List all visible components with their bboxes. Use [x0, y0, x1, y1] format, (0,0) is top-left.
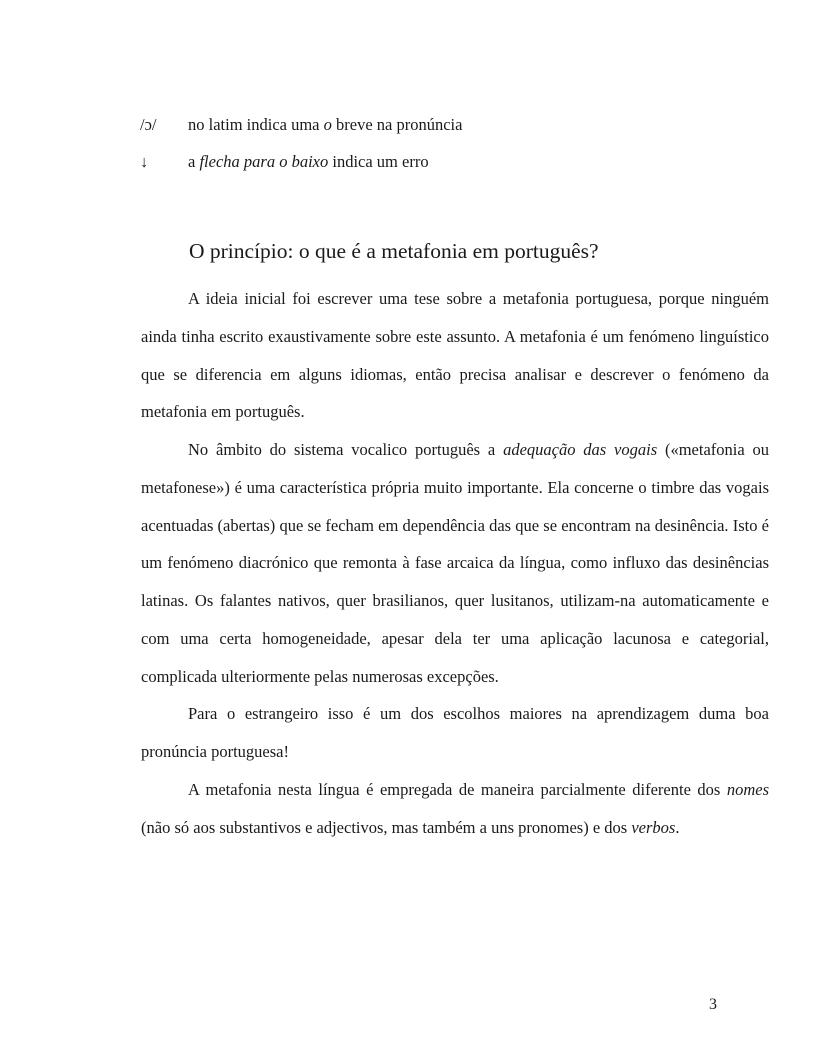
paragraph-text: (não só aos substantivos e adjectivos, mas também a uns pronomes) e dos	[141, 817, 632, 837]
paragraph-text: A metafonia nesta língua é empregada de maneira parcialmente diferente dos	[188, 779, 727, 799]
paragraph-emphasis: nomes	[726, 779, 769, 799]
legend-emphasis: flecha para o baixo	[199, 152, 329, 171]
paragraph-text: No âmbito do sistema vocalico português a	[188, 440, 504, 459]
paragraph	[141, 771, 769, 847]
legend-text: breve na pronúncia	[331, 115, 463, 134]
legend-description	[188, 115, 462, 135]
page-number: 3	[709, 996, 717, 1013]
paragraph: Para o estrangeiro isso é um dos escolhos maiores na aprendizagem duma boa pronúncia portuguesa!	[141, 704, 769, 761]
legend-text: a	[188, 152, 200, 171]
paragraph-emphasis: verbos	[631, 817, 676, 837]
phonetic-symbol: /ɔ/	[140, 115, 157, 134]
legend-text: indica um erro	[328, 152, 429, 171]
paragraph: A ideia inicial foi escrever uma tese sobre a metafonia portuguesa, porque ninguém ainda tinha escrito exaustivamente sobre este assunto. A metafonia é um fenómeno linguístico que se diferencia em alguns idiomas, então precisa analisar e descrever o fenómeno da metafonia em português.	[141, 289, 769, 422]
legend-emphasis: o	[323, 115, 332, 134]
paragraph-text: («metafonia ou metafonese») é uma característica própria muito importante. Ela concerne o timbre das vogais acentuadas (abertas) que se fecham em dependência das que se encontram na desinência. Isto é um fenómeno diacrónico que remonta à fase arcaica da língua, como influxo das desinências latinas. Os falantes nativos, quer brasilianos, quer lusitanos, utilizam-na automaticamente e com uma certa homogeneidade, apesar dela ter uma aplicação lacunosa e categorial, complicada ulteriormente pelas numerosas excepções.	[141, 440, 769, 686]
section-heading: O princípio: o que é a metafonia em português?	[189, 239, 599, 263]
paragraph	[141, 431, 769, 695]
legend-text: no latim indica uma	[188, 115, 324, 134]
legend-description	[188, 152, 429, 172]
paragraph-emphasis: adequação das vogais	[503, 440, 658, 459]
arrow-down-icon: ↓	[140, 152, 149, 171]
paragraph-text: .	[675, 817, 680, 837]
body-text	[141, 280, 769, 846]
